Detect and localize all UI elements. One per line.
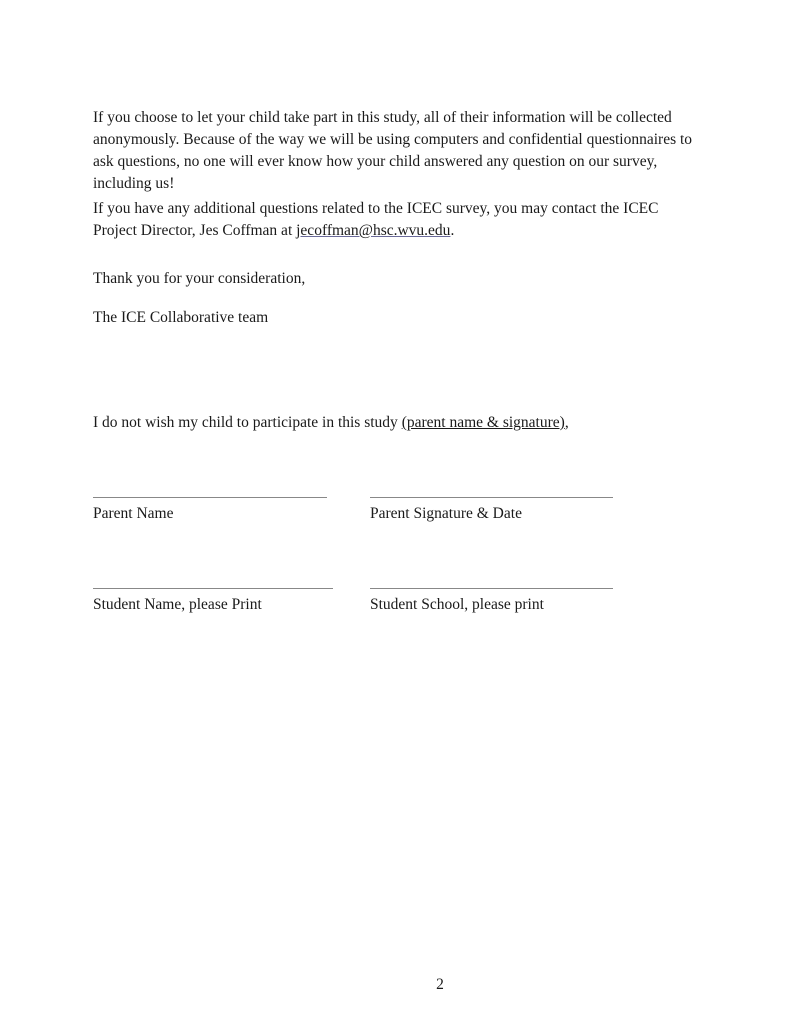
privacy-paragraph: If you choose to let your child take part in this study, all of their information will be collected anonymously. Because of the way we will be using computers and confidential questionnaires to ask questions, no one will ever know how your child answered any question on our survey, including us! (93, 109, 693, 192)
thanks-line: Thank you for your consideration, (93, 270, 306, 287)
contact-email-link[interactable]: jecoffman@hsc.wvu.edu (296, 222, 451, 239)
student-name-line[interactable] (93, 588, 333, 589)
contact-text: If you have any additional questions related to the ICEC survey, you may contact the ICEC Project Director, Jes Coffman at (93, 200, 659, 239)
parent-name-label: Parent Name (93, 505, 174, 522)
contact-paragraph (93, 198, 693, 242)
signoff-line: The ICE Collaborative team (93, 309, 269, 326)
student-name-label: Student Name, please Print (93, 596, 262, 613)
optout-text: I do not wish my child to participate in this study (93, 414, 402, 431)
parent-name-line[interactable] (93, 497, 327, 498)
student-school-label: Student School, please print (370, 596, 544, 613)
parent-signature-line[interactable] (370, 497, 613, 498)
parent-signature-label: Parent Signature & Date (370, 505, 522, 522)
optout-statement (93, 412, 693, 434)
optout-underlined-text: (parent name & signature) (401, 414, 565, 431)
contact-period: . (450, 222, 455, 239)
page-number: 2 (436, 976, 444, 993)
optout-comma: , (564, 414, 569, 431)
student-school-line[interactable] (370, 588, 613, 589)
